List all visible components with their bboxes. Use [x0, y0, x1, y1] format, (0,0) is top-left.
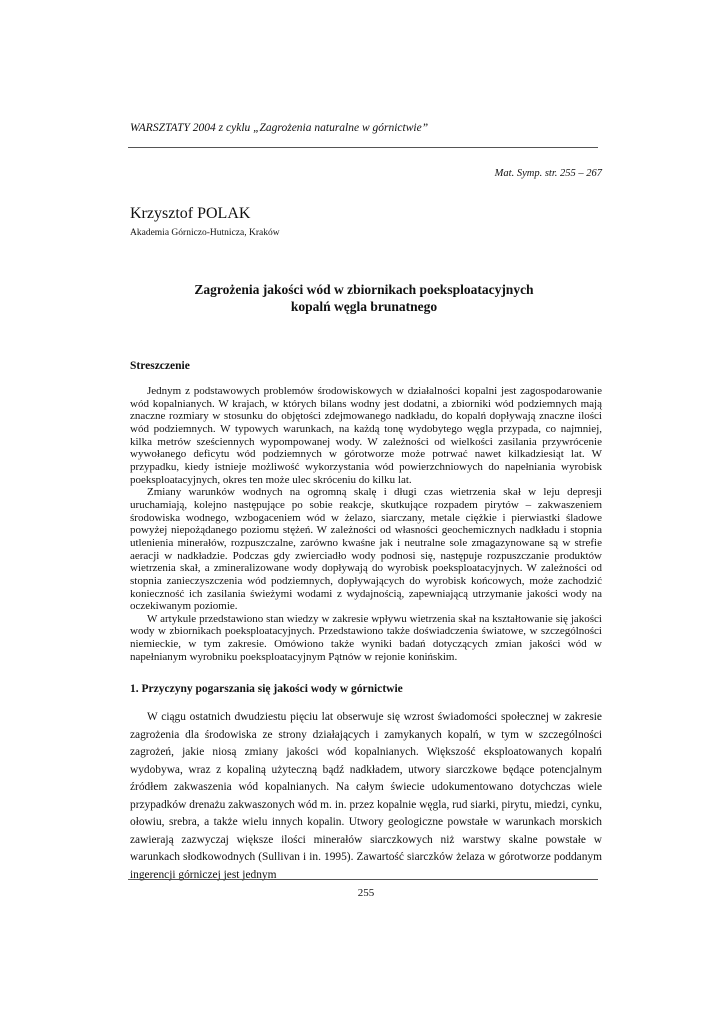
author-name: Krzysztof POLAK — [130, 205, 251, 222]
paper-title — [130, 281, 598, 315]
abstract-paragraph: Jednym z podstawowych problemów środowiskowych w działalności kopalni jest zagospodarowanie wód kopalnianych. W krajach, w których bilans wodny jest dodatni, a zbiorniki wód podziemnych mają znaczne rozmiary w stosunku do objętości zdejmowanego nadkładu, do kopalń dopływają znaczne ilości wód podziemnych. W typowych warunkach, na każdą tonę wydobytego węgla przypada, co najmniej, kilka metrów sześciennych wypompowanej wody. W zależności od wielkości zasilania przywrócenie wywołanego deficytu wód podziemnych w górotworze może potrwać nawet kilkadziesiąt lat. W przypadku, kiedy istnieje możliwość wykorzystania wód powierzchniowych do napełniania wyrobisk poeksploatacyjnych, okres ten może ulec skróceniu do kilku lat. — [130, 385, 602, 486]
citation: Mat. Symp. str. 255 – 267 — [494, 168, 602, 179]
title-line-1: Zagrożenia jakości wód w zbiornikach poeksploatacyjnych — [194, 282, 534, 297]
page-number: 255 — [357, 887, 375, 899]
author-affiliation: Akademia Górniczo-Hutnicza, Kraków — [130, 228, 280, 238]
abstract-paragraph: Zmiany warunków wodnych na ogromną skalę i długi czas wietrzenia skał w leju depresji uruchamiają, kolejno następujące po sobie reakcje, skutkujące rozpadem pirytów – zakwaszeniem środowiska wodnego, wzbogaceniem wód w żelazo, siarczany, metale ciężkie i pierwiastki śladowe powyżej niepożądanego poziomu stężeń. W zależności od własności geochemicznych nadkładu i stopnia utlenienia minerałów, rozpuszczalne, zarówno kwaśne jak i neutralne sole zmagazynowane są w strefie aeracji w nadkładzie. Podczas gdy zwierciadło wody podnosi się, następuje rozpuszczanie produktów wietrzenia skał, a zmineralizowane wody dopływają do wyrobisk poeksploatacyjnych. W zależności od stopnia zanieczyszczenia wód podziemnych, dopływających do wyrobisk końcowych, może zachodzić konieczność ich zasilania świeżymi wodami z wydajnością, zapewniającą utrzymanie jakości wody na oczekiwanym poziomie. — [130, 486, 602, 613]
running-head: WARSZTATY 2004 z cyklu „Zagrożenia naturalne w górnictwie” — [130, 122, 429, 134]
header-rule — [128, 147, 598, 148]
abstract-heading: Streszczenie — [130, 360, 190, 372]
abstract-paragraph: W artykule przedstawiono stan wiedzy w zakresie wpływu wietrzenia skał na kształtowanie się jakości wody w zbiornikach poeksploatacyjnych. Przedstawiono także doświadczenia światowe, w szczególności niemieckie, w tym zakresie. Omówiono także wyniki badań dotyczących zmian jakości wód w napełnianym wyrobniku poeksploatacyjnym Pątnów w rejonie konińskim. — [130, 612, 602, 663]
body-text — [130, 709, 602, 884]
title-line-2: kopalń węgla brunatnego — [290, 299, 438, 314]
footer-rule — [128, 879, 598, 880]
body-paragraph: W ciągu ostatnich dwudziestu pięciu lat obserwuje się wzrost świadomości społecznej w zakresie zagrożenia dla środowiska ze strony działających i zamykanych kopalń, w tym w szczególności zagrożeń, jakie niosą zmiany jakości wód kopalnianych. Większość eksploatowanych kopalń wydobywa, wraz z kopaliną użyteczną bądź nadkładem, utwory siarczkowe będące potencjalnym źródłem zakwaszenia wód kopalnianych. Na całym świecie udokumentowano dotychczas wiele przypadków drenażu zakwaszonych wód m. in. przez kopalnie węgla, rud siarki, pirytu, miedzi, cynku, ołowiu, srebra, a także wielu innych kopalin. Utwory geologiczne powstałe w warunkach morskich zawierają zazwyczaj większe ilości minerałów siarczkowych niż warstwy skalne powstałe w warunkach słodkowodnych (Sullivan i in. 1995). Zawartość siarczków żelaza w górotworze poddanym ingerencji górniczej jest jednym — [130, 711, 602, 881]
abstract-text — [130, 385, 602, 663]
section-heading: 1. Przyczyny pogarszania się jakości wody w górnictwie — [130, 683, 403, 695]
